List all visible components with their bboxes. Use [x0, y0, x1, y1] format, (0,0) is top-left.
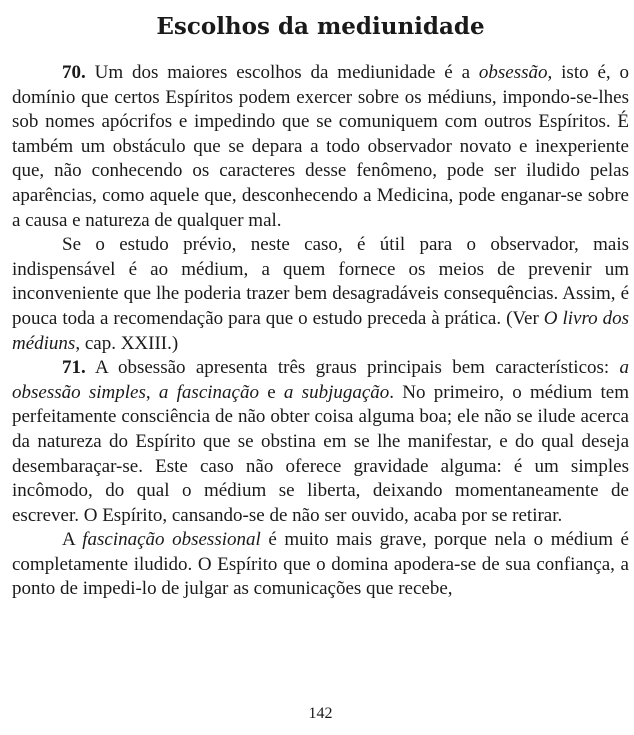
text-run-italic: a obsessão simples — [12, 357, 629, 403]
chapter-title: Escolhos da mediunidade — [156, 13, 485, 40]
text-run-italic: obsessão — [478, 62, 548, 83]
text-run-italic: O livro dos médiuns — [12, 307, 630, 354]
text-run: A — [62, 529, 83, 551]
body-text — [12, 61, 629, 602]
text-run-italic: a fascinação — [158, 381, 259, 403]
text-run: Se o estudo prévio, neste caso, é útil para o observador, mais indispensável é ao médium, a quem fornece os meios de prevenir um inconveniente que lhe poderia trazer bem desagradáveis consequências. Assim, é pouca toda a recomendação para que o estudo preceda à prática. (Ver — [12, 234, 629, 329]
item-number: 71. — [62, 357, 86, 379]
text-run: é muito mais grave, porque nela o médium é completamente iludido. O Espírito que o domina apodera-se de sua confiança, a ponto de impedi-lo de julgar as comunicações que recebe, — [12, 529, 629, 600]
text-run-italic: fascinação obsessional — [82, 529, 261, 551]
text-run: e — [258, 381, 284, 403]
text-run: , isto é, o domínio que certos Espíritos podem exercer sobre os médiuns, impondo-se-lhes sob nomes apócrifos e impedindo que se comuniquem com outros Espíritos. É também um obstáculo que se depara a todo observador novato e inexperiente que, não conhecendo os caracteres desse fenômeno, pode ser iludido pelas aparências, como aquele que, desconhecendo a Medicina, pode enganar-se sobre a causa e natureza de qualquer mal. — [12, 62, 629, 231]
item-number: 70. — [62, 62, 86, 83]
text-run-italic: a subjugação — [283, 381, 390, 403]
text-run: , — [145, 381, 159, 403]
paragraph-70 — [12, 61, 629, 233]
paragraph-71-continued — [12, 528, 629, 602]
text-run: A obsessão apresenta três graus principais bem característicos: — [85, 357, 620, 379]
text-run: . No primeiro, o médium tem perfeitamente consciência de não obter coisa alguma boa; ele não se ilude acerca da natureza do Espírito que se obstina em se lhe manifestar, e do qual deseja desembaraçar-se. Este caso não oferece gravidade alguma: é um simples incômodo, do qual o médium se liberta, deixando momentaneamente de escrever. O Espírito, cansando-se de não ser ouvido, acaba por se retirar. — [12, 381, 629, 526]
text-run: Um dos maiores escolhos da mediunidade é a — [85, 62, 479, 83]
page-number: 142 — [308, 705, 333, 722]
book-page — [12, 0, 629, 735]
paragraph-71 — [12, 356, 629, 528]
paragraph-70-continued — [12, 233, 629, 356]
text-run: , cap. XXIII.) — [75, 332, 179, 354]
